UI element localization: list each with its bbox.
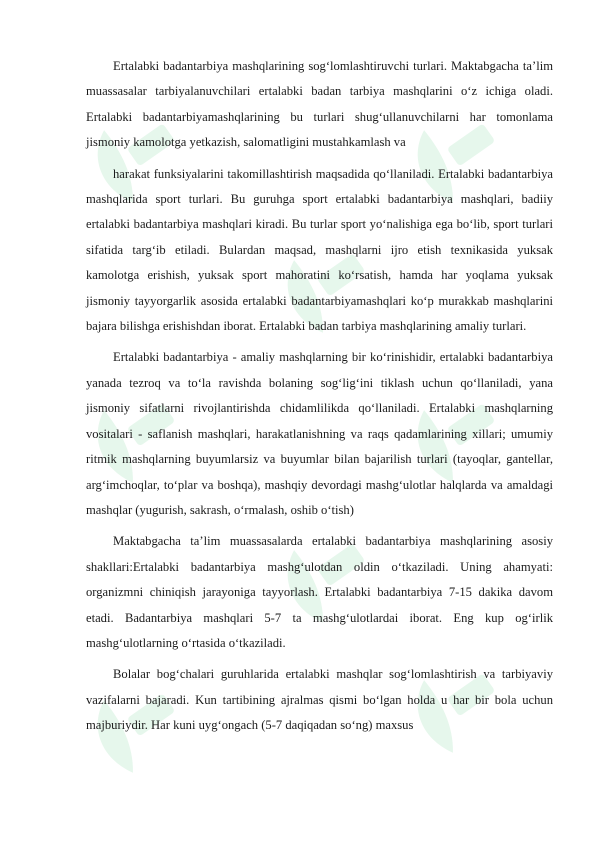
paragraph-5: Bolalar bog‘chalari guruhlarida ertalabki mashqlar sog‘lomlashtirish va tarbiyaviy vazifalarni bajaradi. Kun tartibining ajralmas qismi bo‘lgan holda u har bir bola uchun majburiydir. Har kuni uyg‘ongach (5-7 daqiqadan so‘ng) maxsus xyxy=(86,667,553,733)
paragraph-2: harakat funksiyalarini takomillashtirish maqsadida qo‘llaniladi. Ertalabki badantarbiya mashqlarida sport turlari. Bu guruhga sport ertalabki badantarbiya mashqlari, badiiy ertalabki badantarbiya mashqlari kiradi. Bu turlar sport yo‘nalishiga ega bo‘lib, sport turlari sifatida targ‘ib etiladi. Bulardan maqsad, mashqlarni ijro etish texnikasida yuksak kamolotga erishish, yuksak sport mahoratini ko‘rsatish, hamda har yoqlama yuksak jismoniy tayyorgarlik asosida ertalabki badantarbiyamashqlari ko‘p murakkab mashqlarini bajara bilishga erishishdan iborat. Ertalabki badan tarbiya mashqlarining amaliy turlari. xyxy=(86,166,553,334)
paragraph-3: Ertalabki badantarbiya - amaliy mashqlarning bir ko‘rinishidir, ertalabki badantarbiya yanada tezroq va to‘la ravishda bolaning sog‘lig‘ini tiklash uchun qo‘llaniladi, yana jismoniy sifatlarni rivojlantirishda chidamlilikda qo‘llaniladi. Ertalabki mashqlarning vositalari - saflanish mashqlari, harakatlanishning va raqs qadamlarining xillari; umumiy ritmik mashqlarning buyumlarsiz va buyumlar bilan bajarilish turlari (tayoqlar, gantellar, arg‘imchoqlar, to‘plar va boshqa), mashqiy devordagi mashg‘ulotlar halqlarda va amaldagi mashqlar (yugurish, sakrash, o‘rmalash, oshib o‘tish) xyxy=(86,350,553,517)
document-body xyxy=(86,54,553,745)
paragraph-1: Ertalabki badantarbiya mashqlarining sog‘lomlashtiruvchi turlari. Maktabgacha ta’lim muassasalar tarbiyalanuvchilari ertalabki badan tarbiya mashqlarini o‘z ichiga oladi. Ertalabki badantarbiyamashqlarining bu turlari shug‘ullanuvchilarni har tomonlama jismoniy kamolotga yetkazish, salomatligini mustahkamlash va xyxy=(86,59,553,150)
paragraph-4: Maktabgacha ta’lim muassasalarda ertalabki badantarbiya mashqlarining asosiy shakllari:Ertalabki badantarbiya mashg‘ulotdan oldin o‘tkaziladi. Uning ahamyati: organizmni chiniqish jarayoniga tayyorlash. Ertalabki badantarbiya 7-15 dakika davom etadi. Badantarbiya mashqlari 5-7 ta mashg‘ulotlardai iborat. Eng kup og‘irlik mashg‘ulotlarning o‘rtasida o‘tkaziladi. xyxy=(86,534,553,650)
